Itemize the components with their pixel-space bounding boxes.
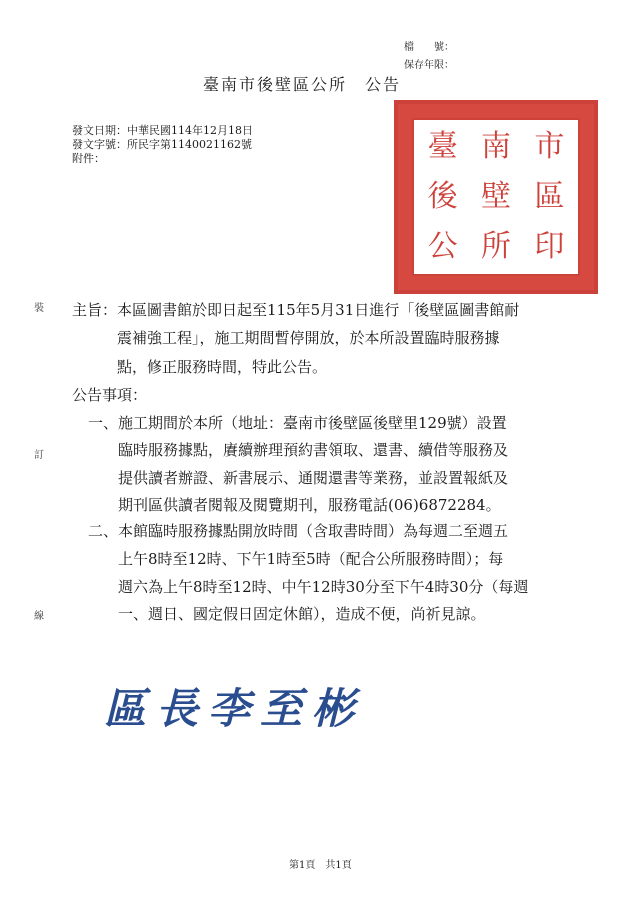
margin-mark-stitch: 訂 <box>34 450 44 461</box>
seal-characters <box>416 122 576 272</box>
retention-period-label: 保存年限： <box>404 60 454 71</box>
page-footer: 第1頁 共1頁 <box>289 860 352 871</box>
notice-item-1-line: 臨時服務據點，賡續辦理預約書領取、還書、續借等服務及 <box>88 441 509 459</box>
file-number-label: 檔 號： <box>404 42 454 53</box>
notice-heading: 公告事項： <box>72 386 148 404</box>
seal-char: 壁 <box>480 179 511 214</box>
page-title: 臺南市後壁區公所 公告 <box>203 75 402 94</box>
notice-item-2-line: 上午8時至12時、下午1時至5時（配合公所服務時間）；每 <box>88 550 504 568</box>
seal-char: 市 <box>534 129 565 164</box>
attachment-label: 附件： <box>72 152 105 165</box>
seal-char: 所 <box>480 229 511 264</box>
seal-char: 南 <box>480 129 511 164</box>
seal-char: 後 <box>427 179 458 214</box>
seal-char: 印 <box>534 229 565 264</box>
notice-item-2-line: 一、週日、國定假日固定休館），造成不便，尚祈見諒。 <box>88 605 486 623</box>
notice-item-1-line: 提供讀者辦證、新書展示、通閱還書等業務，並設置報紙及 <box>88 469 509 487</box>
margin-mark-line: 線 <box>34 611 44 622</box>
seal-char: 臺 <box>427 129 458 164</box>
issue-date: 發文日期：中華民國114年12月18日 <box>72 124 253 137</box>
seal-char: 區 <box>534 179 565 214</box>
subject-line: 點，修正服務時間，特此公告。 <box>72 358 328 376</box>
official-seal <box>394 100 598 294</box>
subject-line: 震補強工程」，施工期間暫停開放，於本所設置臨時服務據 <box>72 329 500 347</box>
notice-item-1-line: 期刊區供讀者閱報及閱覽期刊，服務電話(06)6872284。 <box>88 496 501 514</box>
notice-item-2-line: 二、本館臨時服務據點開放時間（含取書時間）為每週二至週五 <box>88 522 509 540</box>
issue-number: 發文字號：所民字第1140021162號 <box>72 138 252 151</box>
seal-char: 公 <box>427 229 458 264</box>
notice-item-1-line: 一、施工期間於本所（地址：臺南市後壁區後壁里129號）設置 <box>88 414 507 432</box>
subject-line: 主旨：本區圖書館於即日起至115年5月31日進行「後壁區圖書館耐 <box>72 301 520 319</box>
margin-mark-bind: 裝 <box>34 303 44 314</box>
director-signature: 區長李至彬 <box>104 684 365 733</box>
notice-item-2-line: 週六為上午8時至12時、中午12時30分至下午4時30分（每週 <box>88 578 529 596</box>
